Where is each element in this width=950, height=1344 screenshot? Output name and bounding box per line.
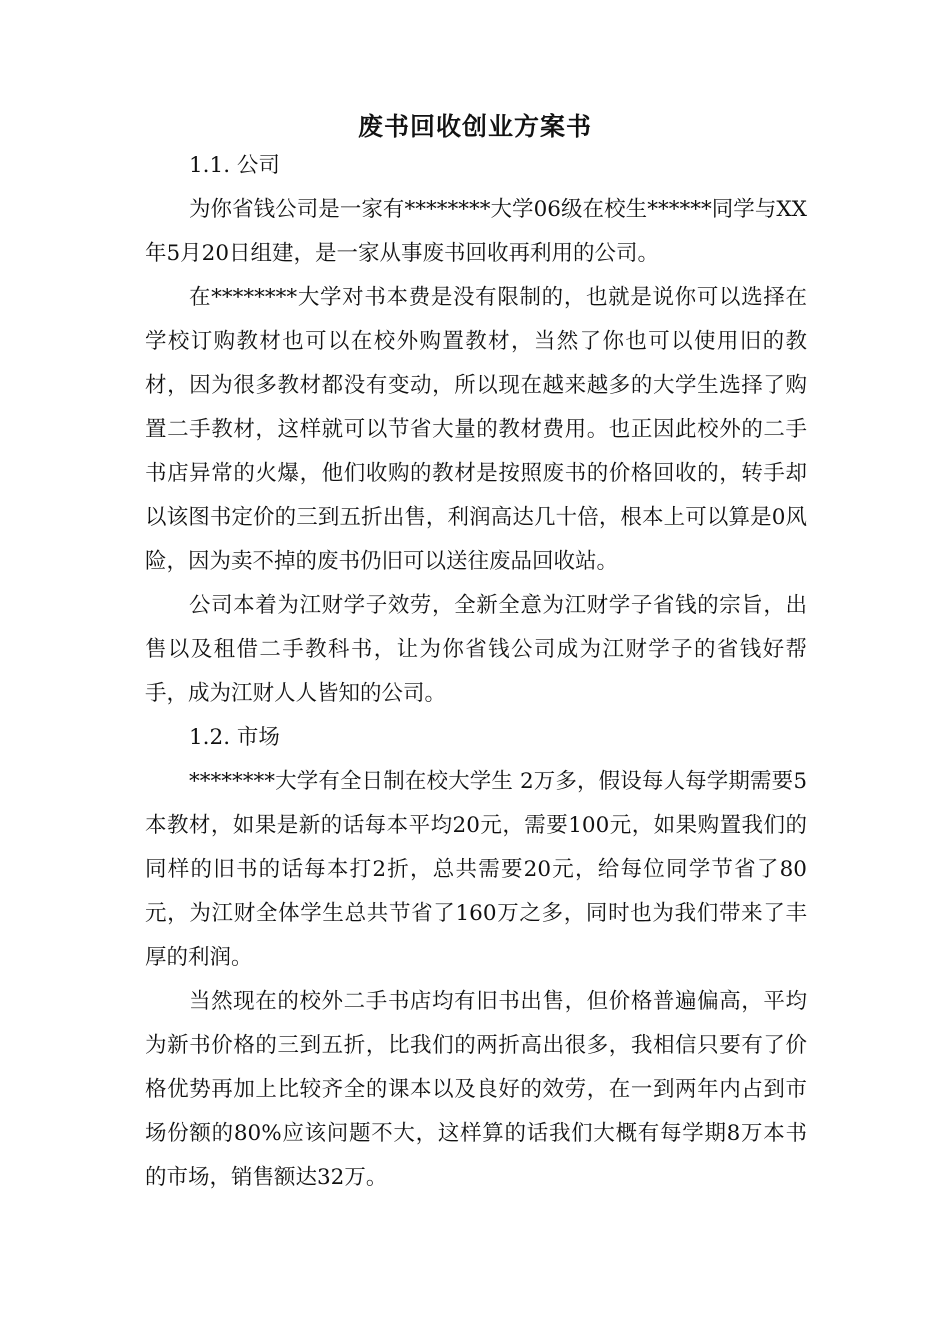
document-title: 废书回收创业方案书 [357, 111, 592, 141]
market-paragraph-1: ********大学有全日制在校大学生 2万多，假设每人每学期需要5本教材，如果是新的话每本平均20元，需要100元，如果购置我们的同样的旧书的话每本打2折，总共需要20元，给每位同学节省了80元，为江财全体学生总共节省了160万之多，同时也为我们带来了丰厚的利润。 [145, 769, 807, 970]
company-paragraph-3: 公司本着为江财学子效劳，全新全意为江财学子省钱的宗旨，出售以及租借二手教科书，让为你省钱公司成为江财学子的省钱好帮手，成为江财人人皆知的公司。 [145, 593, 807, 706]
company-paragraph-2: 在********大学对书本费是没有限制的，也就是说你可以选择在学校订购教材也可以在校外购置教材，当然了你也可以使用旧的教材，因为很多教材都没有变动，所以现在越来越多的大学生选择了购置二手教材，这样就可以节省大量的教材费用。也正因此校外的二手书店异常的火爆，他们收购的教材是按照废书的价格回收的，转手却以该图书定价的三到五折出售，利润高达几十倍，根本上可以算是0风险，因为卖不掉的废书仍旧可以送往废品回收站。 [145, 285, 807, 574]
market-paragraph-2: 当然现在的校外二手书店均有旧书出售，但价格普遍偏高，平均为新书价格的三到五折，比我们的两折高出很多，我相信只要有了价格优势再加上比较齐全的课本以及良好的效劳，在一到两年内占到市场份额的80%应该问题不大，这样算的话我们大概有每学期8万本书的市场，销售额达32万。 [145, 989, 807, 1190]
section-heading-company: 1.1. 公司 [189, 153, 280, 178]
company-paragraph-1: 为你省钱公司是一家有********大学06级在校生******同学与XX年5月20日组建，是一家从事废书回收再利用的公司。 [145, 197, 807, 266]
section-heading-market: 1.2. 市场 [189, 725, 280, 750]
document-body [145, 144, 807, 1200]
